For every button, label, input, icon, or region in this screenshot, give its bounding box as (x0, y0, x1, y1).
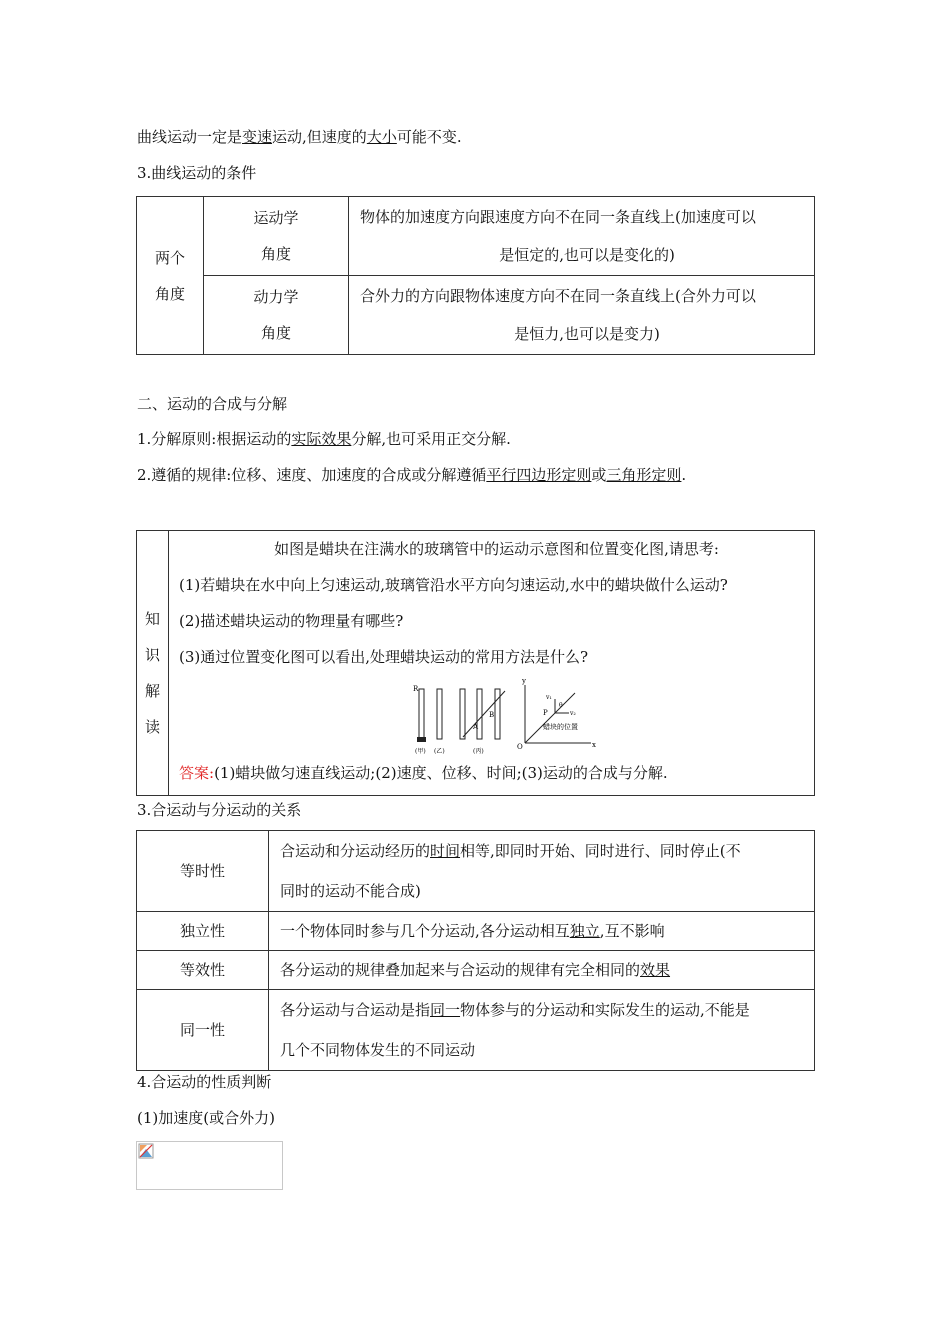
section-title: 二、运动的合成与分解 (137, 395, 288, 413)
knowledge-box (136, 530, 815, 796)
paragraph-principle: 1.分解原则:根据运动的实际效果分解,也可采用正交分解. (137, 430, 511, 448)
relation-desc: 各分运动与合运动是指同一物体参与的分运动和实际发生的运动,不能是 几个不同物体发生的不同运动 (269, 990, 815, 1071)
answer-label: 答案: (179, 764, 215, 782)
broken-image-icon (138, 1143, 154, 1159)
axis-y-label: y (522, 677, 526, 685)
kinematics-desc: 物体的加速度方向跟速度方向不在同一条直线上(加速度可以 是恒定的,也可以是变化的) (349, 197, 815, 276)
underlined-term: 三角形定则 (606, 466, 682, 484)
underlined-term: 大小 (366, 128, 397, 146)
relation-key: 等效性 (137, 951, 269, 990)
point-p: P (543, 709, 548, 717)
paragraph-rules: 2.遵循的规律:位移、速度、加速度的合成或分解遵循平行四边形定则或三角形定则. (137, 466, 687, 484)
subheading: (1)加速度(或合外力) (137, 1109, 275, 1127)
figure-area (179, 675, 814, 755)
relation-key: 同一性 (137, 990, 269, 1071)
dynamics-cell: 动力学 角度 (204, 276, 349, 355)
wax-block-figure (405, 677, 605, 755)
figure-caption: 蜡块的位置 (543, 723, 578, 731)
theta-label: θ (559, 702, 563, 709)
kinematics-cell: 运动学 角度 (204, 197, 349, 276)
question-2: (2)描述蜡块运动的物理量有哪些? (179, 612, 404, 630)
relation-key: 独立性 (137, 912, 269, 951)
underlined-term: 时间 (430, 842, 461, 860)
axis-x-label: x (592, 741, 596, 749)
knowledge-content (169, 531, 815, 796)
label-r: R (413, 685, 419, 693)
knowledge-intro: 如图是蜡块在注满水的玻璃管中的运动示意图和位置变化图,请思考: (274, 540, 719, 558)
section-heading: 3.曲线运动的条件 (137, 164, 257, 182)
question-1: (1)若蜡块在水中向上匀速运动,玻璃管沿水平方向匀速运动,水中的蜡块做什么运动? (179, 576, 728, 594)
label-a: A (473, 723, 479, 731)
relation-desc: 各分运动的规律叠加起来与合运动的规律有完全相同的效果 (269, 951, 815, 990)
v1-label: v₁ (546, 694, 552, 701)
underlined-term: 变速 (242, 128, 273, 146)
group-cell: 两个 角度 (137, 197, 204, 355)
relation-desc: 合运动和分运动经历的时间相等,即同时开始、同时进行、同时停止(不 同时的运动不能合成) (269, 831, 815, 912)
paragraph-curvilinear: 曲线运动一定是变速运动,但速度的大小可能不变. (137, 128, 462, 146)
relation-key: 等时性 (137, 831, 269, 912)
conditions-table (136, 196, 815, 355)
wax-block (417, 737, 426, 742)
origin-label: O (517, 743, 523, 751)
question-3: (3)通过位置变化图可以看出,处理蜡块运动的常用方法是什么? (179, 648, 589, 666)
v2-label: v₂ (570, 710, 576, 717)
relations-table (136, 830, 815, 1071)
relation-desc: 一个物体同时参与几个分运动,各分运动相互独立,互不影响 (269, 912, 815, 951)
underlined-term: 实际效果 (291, 430, 352, 448)
fig-label-a: (甲) (415, 748, 426, 755)
underlined-term: 独立 (569, 922, 600, 940)
section-heading: 3.合运动与分运动的关系 (137, 801, 302, 819)
section-heading: 4.合运动的性质判断 (137, 1073, 272, 1091)
fig-label-b: (乙) (434, 748, 445, 755)
image-placeholder (136, 1141, 283, 1190)
dynamics-desc: 合外力的方向跟物体速度方向不在同一条直线上(合外力可以 是恒力,也可以是变力) (349, 276, 815, 355)
underlined-term: 平行四边形定则 (486, 466, 592, 484)
knowledge-side-label: 知 识 解 读 (137, 531, 169, 796)
fig-label-c: (丙) (473, 748, 484, 755)
answer-line: 答案:(1)蜡块做匀速直线运动;(2)速度、位移、时间;(3)运动的合成与分解. (179, 764, 668, 782)
underlined-term: 效果 (640, 961, 671, 979)
label-b: B (489, 711, 495, 719)
underlined-term: 同一 (430, 1001, 461, 1019)
